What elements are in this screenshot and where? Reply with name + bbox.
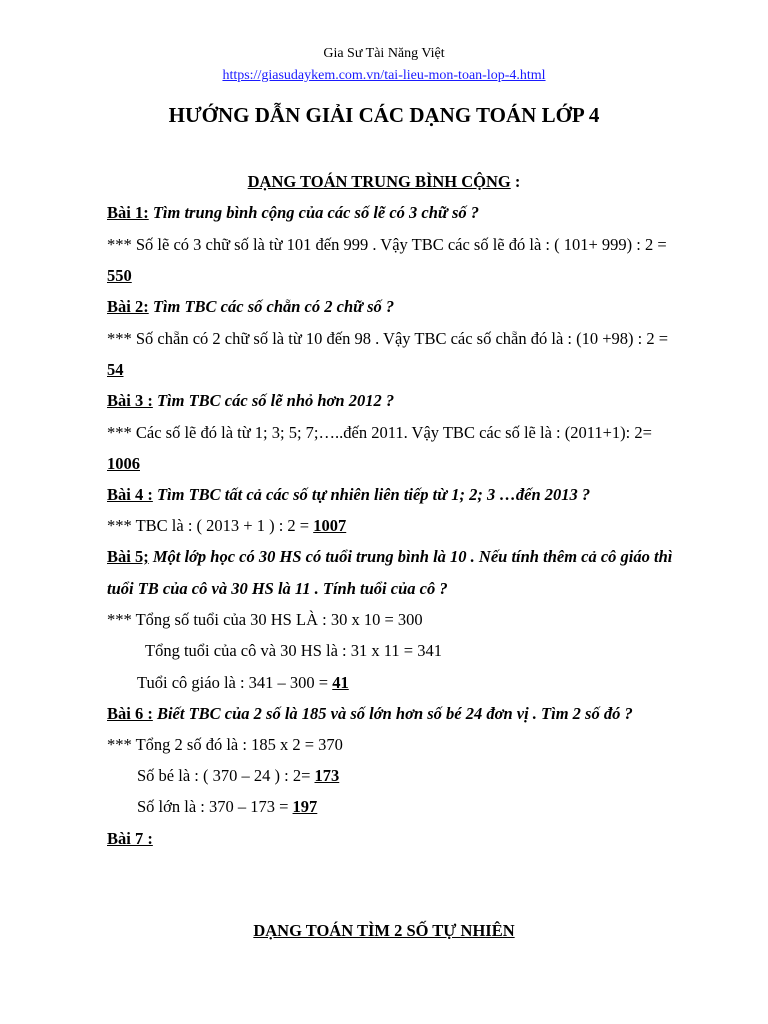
problem-4-text: Tìm TBC tất cả các số tự nhiên liên tiếp từ 1; 2; 3 …đến 2013 ? bbox=[152, 485, 591, 504]
problem-4-solution-text: *** TBC là : ( 2013 + 1 ) : 2 = bbox=[107, 516, 314, 535]
section2-heading-text: DẠNG TOÁN TÌM 2 SỐ TỰ NHIÊN bbox=[253, 921, 515, 940]
problem-3-text: Tìm TBC các số lẽ nhỏ hơn 2012 ? bbox=[152, 391, 395, 410]
problem-2-solution: *** Số chẵn có 2 chữ số là từ 10 đến 98 . Vậy TBC các số chẵn đó là : (10 +98) : 2 = bbox=[107, 329, 669, 348]
problem-1-solution: *** Số lẽ có 3 chữ số là từ 101 đến 999 . Vậy TBC các số lẽ đó là : ( 101+ 999) : 2 = bbox=[107, 235, 667, 254]
problem-6-step3 bbox=[137, 797, 317, 817]
problem-2-question bbox=[107, 297, 394, 317]
section-heading-suffix: : bbox=[510, 172, 521, 191]
problem-3-solution: *** Các số lẽ đó là từ 1; 3; 5; 7;…..đến 2011. Vậy TBC các số lẽ là : (2011+1): 2= bbox=[107, 423, 652, 442]
problem-6-step2-text: Số bé là : ( 370 – 24 ) : 2= bbox=[137, 766, 315, 785]
problem-7-question bbox=[107, 829, 153, 849]
problem-7-label: Bài 7 : bbox=[107, 829, 153, 848]
problem-5-step3-text: Tuổi cô giáo là : 341 – 300 = bbox=[137, 673, 333, 692]
section-heading-average bbox=[0, 172, 768, 192]
problem-3-label: Bài 3 : bbox=[107, 391, 153, 410]
problem-6-step1: *** Tổng 2 số đó là : 185 x 2 = 370 bbox=[107, 735, 343, 754]
problem-3-answer-line bbox=[107, 454, 140, 474]
problem-3-answer: 1006 bbox=[107, 454, 140, 473]
problem-2-answer: 54 bbox=[107, 360, 124, 379]
problem-2-text: Tìm TBC các số chẵn có 2 chữ số ? bbox=[148, 297, 395, 316]
problem-2-label: Bài 2: bbox=[107, 297, 149, 316]
problem-4-label: Bài 4 : bbox=[107, 485, 153, 504]
problem-3-question bbox=[107, 391, 394, 411]
problem-1-answer-line bbox=[107, 266, 132, 286]
problem-6-text: Biết TBC của 2 số là 185 và số lớn hơn số bé 24 đơn vị . Tìm 2 số đó ? bbox=[152, 704, 633, 723]
problem-6-answer-large: 197 bbox=[292, 797, 318, 816]
problem-2-answer-line bbox=[107, 360, 124, 380]
problem-5-answer: 41 bbox=[332, 673, 349, 692]
problem-1-answer: 550 bbox=[107, 266, 132, 285]
problem-6-label: Bài 6 : bbox=[107, 704, 153, 723]
problem-6-question bbox=[107, 704, 633, 724]
problem-1-text: Tìm trung bình cộng của các số lẽ có 3 chữ số ? bbox=[148, 203, 479, 222]
problem-4-answer: 1007 bbox=[313, 516, 347, 535]
problem-5-text-line1: Một lớp học có 30 HS có tuổi trung bình là 10 . Nếu tính thêm cả cô giáo thì bbox=[148, 547, 673, 566]
problem-5-label: Bài 5; bbox=[107, 547, 149, 566]
problem-6-step2 bbox=[137, 766, 339, 786]
section-heading-text: DẠNG TOÁN TRUNG BÌNH CỘNG bbox=[247, 172, 511, 191]
problem-4-question bbox=[107, 485, 590, 505]
problem-6-answer-small: 173 bbox=[314, 766, 340, 785]
problem-1-label: Bài 1: bbox=[107, 203, 149, 222]
source-link-wrapper bbox=[0, 64, 768, 85]
source-link[interactable]: https://giasudaykem.com.vn/tai-lieu-mon-toan-lop-4.html bbox=[222, 68, 546, 83]
section-heading-two-numbers bbox=[0, 921, 768, 941]
problem-1-question bbox=[107, 203, 479, 223]
problem-5-question bbox=[107, 547, 672, 567]
problem-4-solution bbox=[107, 516, 346, 536]
problem-6-step3-text: Số lớn là : 370 – 173 = bbox=[137, 797, 293, 816]
page-title: HƯỚNG DẪN GIẢI CÁC DẠNG TOÁN LỚP 4 bbox=[168, 103, 600, 127]
problem-5-step2: Tổng tuổi của cô và 30 HS là : 31 x 11 = 341 bbox=[145, 641, 442, 660]
problem-5-step1: *** Tổng số tuổi của 30 HS LÀ : 30 x 10 = 300 bbox=[107, 610, 423, 629]
site-name: Gia Sư Tài Năng Việt bbox=[323, 46, 445, 61]
problem-5-text-line2: tuổi TB của cô và 30 HS là 11 . Tính tuổi của cô ? bbox=[107, 579, 448, 598]
problem-5-step3 bbox=[137, 673, 349, 693]
